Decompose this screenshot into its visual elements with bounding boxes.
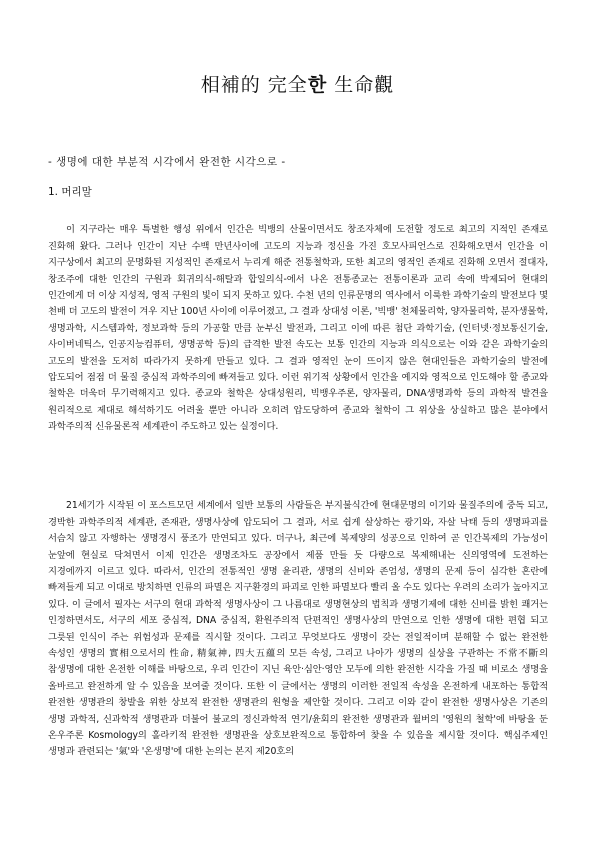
title-bold-char: 한 [307,74,328,96]
title-suffix: 生命觀 [327,74,395,96]
page-title [0,70,595,97]
title-prefix: 相補的 完全 [200,74,308,96]
section-heading: 1. 머리말 [48,186,92,198]
page-subtitle: - 생명에 대한 부분적 시각에서 완전한 시각으로 - [48,156,286,168]
body-paragraph: 이 지구라는 매우 특별한 행성 위에서 인간은 빅뱅의 산물이면서도 창조자체에 도전할 정도로 최고의 지적인 존재로 진화해 왔다. 그러나 인간이 지난 수백 만년사이에 고도의 지능과 정신을 가진 호모사피언스로 진화해오면서 인간을 이 지구상에서 최고의 문명화된 지성적인 존재로서 누리게 해준 전통철학과, 또한 최고의 영적인 존재로 진화해 오면서 절대자, 창조주에 대한 인간의 구원과 회귀의식-해탈과 합일의식-에서 나온 전통종교는 전통이론과 교리 속에 박제되어 현대의 인간에게 더 이상 지성적, 영적 구원의 빛이 되지 못하고 있다. 수천 년의 인류문명의 역사에서 이룩한 과학기술의 발전보다 몇 천배 더 고도의 발전이 겨우 지난 100년 사이에 이루어졌고, 그 결과 상대성 이론, '빅뱅' 천체물리학, 양자물리학, 분자생물학, 생명과학, 시스템과학, 정보과학 등의 가공할 만큼 눈부신 발전과, 그리고 이에 따른 첨단 과학기술, (인터넷·정보통신기술, 사이버네틱스, 인공지능컴퓨터, 생명공학 등)의 급격한 발전 속도는 보통 인간의 지능과 의식으로는 이와 같은 과학기술의 고도의 발전을 도저히 따라가지 못하게 만들고 있다. 그 결과 영적인 눈이 뜨이지 않은 현대인들은 과학기술의 발전에 압도되어 점점 더 물질 중심적 과학주의에 빠져들고 있다. 이런 위기적 상황에서 인간을 예지와 영적으로 인도해야 할 종교와 철학은 더욱더 무기력해지고 있다. 종교와 철학은 상대성원리, 빅뱅우주론, 양자물리, DNA생명과학 등의 과학적 발견을 원리적으로 제대로 해석하기도 어려울 뿐만 아니라 오히려 압도당하여 종교와 철학이 그 위상을 상실하고 많은 분야에서 과학주의적 신유물론적 세계관이 주도하고 있는 실정이다. [48,224,548,433]
body-paragraph: 21세기가 시작된 이 포스트모던 세계에서 일반 보통의 사람들은 부지불식간에 현대문명의 이기와 물질주의에 중독 되고, 경박한 과학주의적 세계관, 존재관, 생명사상에 압도되어 그 결과, 서로 쉽게 살상하는 광기와, 자살 낙태 등의 생명파괴를 서슴치 않고 자행하는 생명경시 풍조가 만연되고 있다. 더구나, 최근에 복제양의 성공으로 인하여 곧 인간복제의 가능성이 눈앞에 현실로 닥쳐면서 이제 인간은 생명조차도 공장에서 제품 만들 듯 다량으로 복제해내는 신의영역에 도전하는 지경에까지 이르고 있다. 따라서, 인간의 전통적인 생명 윤리관, 생명의 신비와 존엄성, 생명의 문제 등이 심각한 혼란에 빠져들게 되고 이대로 방치하면 인류의 파멸은 지구환경의 파괴로 인한 파멸보다 빨리 올 수도 있다는 우려의 소리가 높아지고 있다. 이 글에서 필자는 서구의 현대 과학적 생명사상이 그 나름대로 생명현상의 법칙과 생명기제에 대한 신비를 밝힌 쾌거는 인정하면서도, 서구의 세포 중심적, DNA 중심적, 환원주의적 단편적인 생명사상의 만연으로 인한 생명에 대한 편협 되고 그릇된 인식이 주는 위험성과 문제를 직시할 것이다. 그리고 무엇보다도 생명이 갖는 전일적이며 분해할 수 없는 완전한 속성인 생명의 實相으로서의 性命, 精氣神, 四大五蘊의 모든 속성, 그리고 나아가 생명의 실상을 구관하는 不常不斷의 참생명에 대한 온전한 이해를 바탕으로, 우리 인간이 지닌 육안·심안·영안 모두에 의한 완전한 시각을 가질 때 비로소 생명을 올바르고 완전하게 알 수 있음을 보여줄 것이다. 또한 이 글에서는 생명의 이러한 전일적 속성을 온전하게 내포하는 통합적 완전한 생명관의 창발을 위한 상보적 완전한 생명관의 원형을 제안할 것이다. 그리고 이와 같이 완전한 생명사상은 기존의 생명 과학적, 신과학적 생명관과 더불어 불교의 정신과학적 연기/윤회의 완전한 생명관과 월버의 '영원의 철학'에 바탕을 둔 온우주론 Kosmology의 홀라키적 완전한 생명관을 상호보완적으로 통합하여 찾을 수 있음을 제시할 것이다. 핵심주제인 생명과 관련되는 '氣'와 '온생명'에 대한 논의는 본지 제20호의 [48,500,548,758]
